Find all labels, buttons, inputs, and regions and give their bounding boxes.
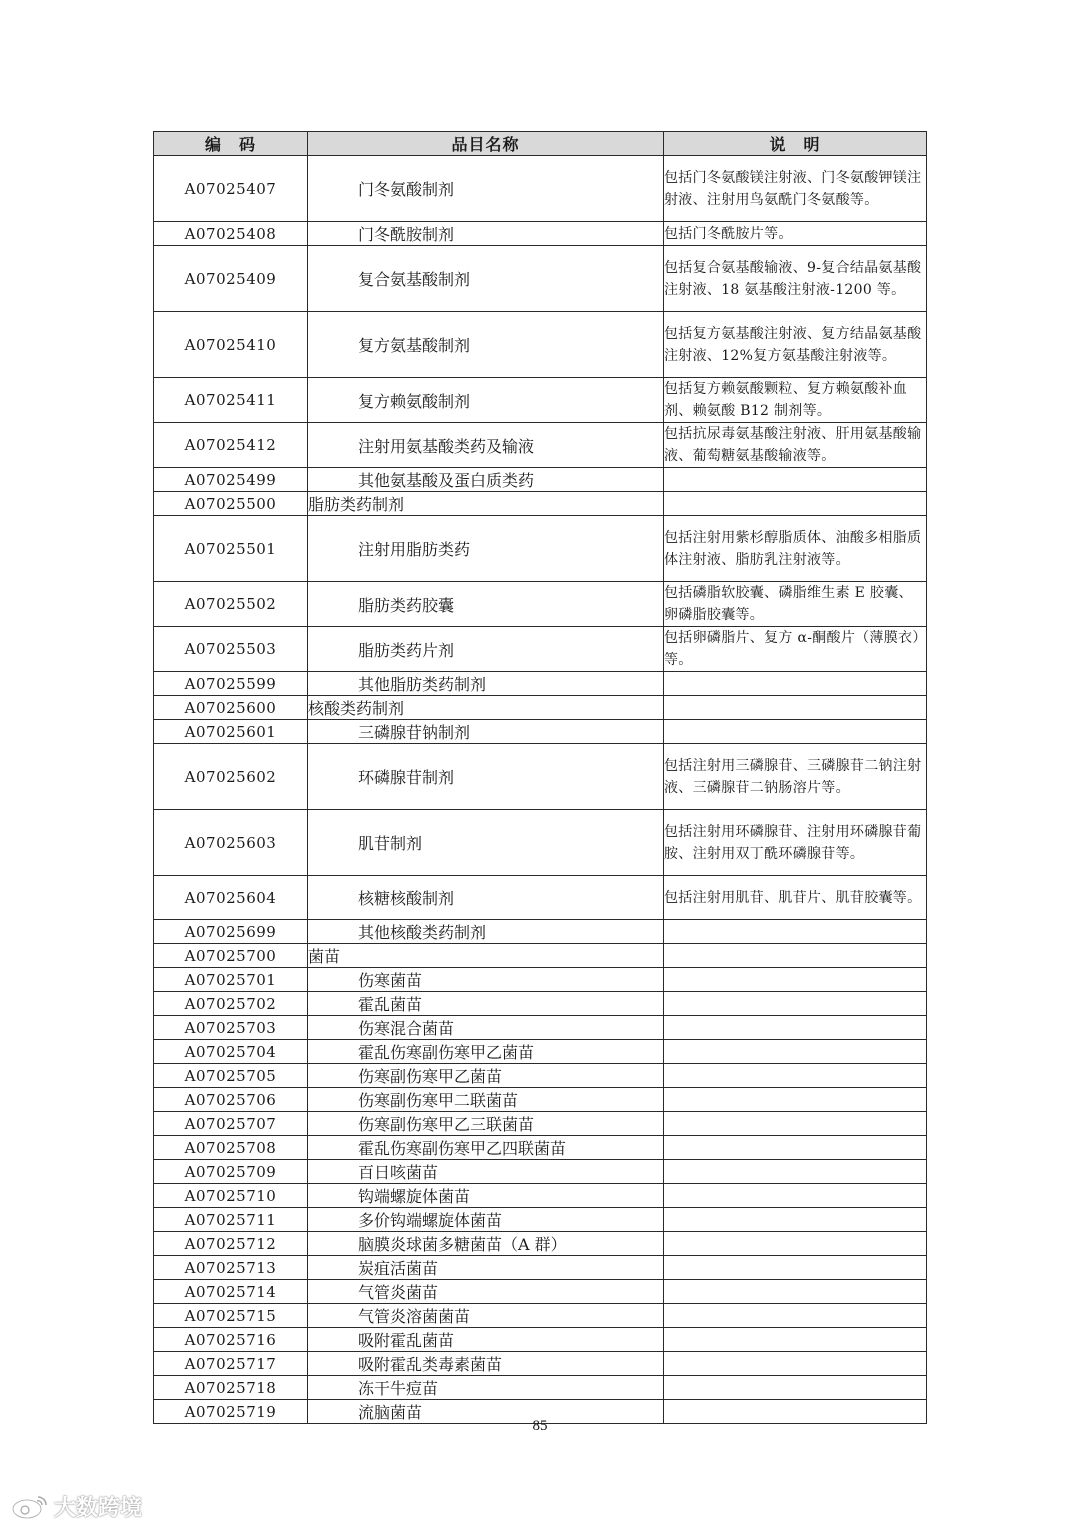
item-description-cell: 包括复合氨基酸输液、9-复合结晶氨基酸注射液、18 氨基酸注射液-1200 等。 [664, 246, 927, 312]
item-code-cell: A07025707 [154, 1112, 308, 1136]
item-name-cell: 复方赖氨酸制剂 [308, 378, 664, 423]
table-header-row [154, 132, 927, 156]
item-name-cell: 其他核酸类药制剂 [308, 920, 664, 944]
item-description-cell: 包括门冬氨酸镁注射液、门冬氨酸钾镁注射液、注射用鸟氨酰门冬氨酸等。 [664, 156, 927, 222]
item-description-cell [664, 920, 927, 944]
item-description-cell [664, 1016, 927, 1040]
item-name-cell: 伤寒菌苗 [308, 968, 664, 992]
item-code-cell: A07025712 [154, 1232, 308, 1256]
table-row [154, 156, 927, 222]
item-code-cell: A07025499 [154, 468, 308, 492]
item-name-cell: 伤寒副伤寒甲乙菌苗 [308, 1064, 664, 1088]
table-row [154, 744, 927, 810]
table-row [154, 246, 927, 312]
item-name-cell: 核糖核酸制剂 [308, 876, 664, 920]
table-row [154, 1136, 927, 1160]
item-description-cell: 包括卵磷脂片、复方 α-酮酸片（薄膜衣）等。 [664, 627, 927, 672]
item-code-cell: A07025410 [154, 312, 308, 378]
item-name-cell: 气管炎溶菌菌苗 [308, 1304, 664, 1328]
item-name-cell: 伤寒副伤寒甲二联菌苗 [308, 1088, 664, 1112]
item-description-cell: 包括复方氨基酸注射液、复方结晶氨基酸注射液、12%复方氨基酸注射液等。 [664, 312, 927, 378]
header-item-name: 品目名称 [308, 132, 664, 156]
item-description-cell [664, 1088, 927, 1112]
item-name-cell: 霍乱伤寒副伤寒甲乙菌苗 [308, 1040, 664, 1064]
table-row [154, 1352, 927, 1376]
table-row [154, 672, 927, 696]
header-code: 编 码 [154, 132, 308, 156]
item-code-cell: A07025713 [154, 1256, 308, 1280]
item-code-cell: A07025599 [154, 672, 308, 696]
table-row [154, 1064, 927, 1088]
item-name-cell: 吸附霍乱类毒素菌苗 [308, 1352, 664, 1376]
item-name-cell: 脂肪类药制剂 [308, 492, 664, 516]
item-name-cell: 流脑菌苗 [308, 1400, 664, 1424]
table-row [154, 1328, 927, 1352]
item-name-cell: 霍乱菌苗 [308, 992, 664, 1016]
catalog-table [153, 131, 927, 1424]
item-description-cell [664, 696, 927, 720]
item-name-cell: 伤寒副伤寒甲乙三联菌苗 [308, 1112, 664, 1136]
item-code-cell: A07025412 [154, 423, 308, 468]
table-row [154, 876, 927, 920]
item-description-cell [664, 1328, 927, 1352]
item-description-cell [664, 992, 927, 1016]
item-name-cell: 脑膜炎球菌多糖菌苗（A 群） [308, 1232, 664, 1256]
item-code-cell: A07025600 [154, 696, 308, 720]
item-description-cell: 包括复方赖氨酸颗粒、复方赖氨酸补血剂、赖氨酸 B12 制剂等。 [664, 378, 927, 423]
item-code-cell: A07025604 [154, 876, 308, 920]
item-name-cell: 炭疽活菌苗 [308, 1256, 664, 1280]
item-code-cell: A07025699 [154, 920, 308, 944]
item-description-cell [664, 1256, 927, 1280]
item-code-cell: A07025408 [154, 222, 308, 246]
item-name-cell: 钩端螺旋体菌苗 [308, 1184, 664, 1208]
watermark [10, 1488, 142, 1524]
item-code-cell: A07025709 [154, 1160, 308, 1184]
item-name-cell: 肌苷制剂 [308, 810, 664, 876]
item-name-cell: 门冬酰胺制剂 [308, 222, 664, 246]
item-description-cell: 包括注射用紫杉醇脂质体、油酸多相脂质体注射液、脂肪乳注射液等。 [664, 516, 927, 582]
item-code-cell: A07025716 [154, 1328, 308, 1352]
item-code-cell: A07025706 [154, 1088, 308, 1112]
item-code-cell: A07025700 [154, 944, 308, 968]
table-row [154, 1184, 927, 1208]
table-row [154, 1160, 927, 1184]
table-row [154, 1376, 927, 1400]
item-description-cell [664, 492, 927, 516]
item-name-cell: 其他氨基酸及蛋白质类药 [308, 468, 664, 492]
item-code-cell: A07025502 [154, 582, 308, 627]
item-name-cell: 注射用脂肪类药 [308, 516, 664, 582]
item-description-cell [664, 1232, 927, 1256]
table-row [154, 312, 927, 378]
item-code-cell: A07025500 [154, 492, 308, 516]
item-description-cell [664, 1280, 927, 1304]
item-description-cell: 包括抗尿毒氨基酸注射液、肝用氨基酸输液、葡萄糖氨基酸输液等。 [664, 423, 927, 468]
item-description-cell [664, 1352, 927, 1376]
table-row [154, 968, 927, 992]
table-row [154, 468, 927, 492]
item-name-cell: 脂肪类药片剂 [308, 627, 664, 672]
table-row [154, 696, 927, 720]
item-code-cell: A07025702 [154, 992, 308, 1016]
table-row [154, 1280, 927, 1304]
weibo-logo-icon [10, 1491, 50, 1521]
item-description-cell [664, 468, 927, 492]
item-description-cell [664, 944, 927, 968]
item-name-cell: 脂肪类药胶囊 [308, 582, 664, 627]
table-row [154, 810, 927, 876]
item-description-cell [664, 1208, 927, 1232]
table-row [154, 1256, 927, 1280]
item-code-cell: A07025602 [154, 744, 308, 810]
item-description-cell: 包括注射用环磷腺苷、注射用环磷腺苷葡胺、注射用双丁酰环磷腺苷等。 [664, 810, 927, 876]
item-description-cell [664, 1376, 927, 1400]
item-description-cell [664, 1064, 927, 1088]
item-name-cell: 复合氨基酸制剂 [308, 246, 664, 312]
table-row [154, 516, 927, 582]
table-row [154, 920, 927, 944]
table-body [154, 156, 927, 1424]
item-code-cell: A07025715 [154, 1304, 308, 1328]
table-row [154, 1016, 927, 1040]
item-description-cell [664, 1160, 927, 1184]
table-row [154, 1040, 927, 1064]
item-code-cell: A07025501 [154, 516, 308, 582]
table-row [154, 1232, 927, 1256]
item-code-cell: A07025503 [154, 627, 308, 672]
item-name-cell: 复方氨基酸制剂 [308, 312, 664, 378]
item-name-cell: 三磷腺苷钠制剂 [308, 720, 664, 744]
item-description-cell: 包括注射用三磷腺苷、三磷腺苷二钠注射液、三磷腺苷二钠肠溶片等。 [664, 744, 927, 810]
item-name-cell: 多价钩端螺旋体菌苗 [308, 1208, 664, 1232]
item-name-cell: 气管炎菌苗 [308, 1280, 664, 1304]
table-row [154, 720, 927, 744]
table-row [154, 627, 927, 672]
item-code-cell: A07025711 [154, 1208, 308, 1232]
item-code-cell: A07025718 [154, 1376, 308, 1400]
item-code-cell: A07025719 [154, 1400, 308, 1424]
table-row [154, 582, 927, 627]
table-row [154, 1208, 927, 1232]
item-description-cell [664, 968, 927, 992]
header-description: 说 明 [664, 132, 927, 156]
table-row [154, 1088, 927, 1112]
item-description-cell [664, 1304, 927, 1328]
item-name-cell: 核酸类药制剂 [308, 696, 664, 720]
item-name-cell: 百日咳菌苗 [308, 1160, 664, 1184]
table-row [154, 423, 927, 468]
item-name-cell: 注射用氨基酸类药及输液 [308, 423, 664, 468]
item-name-cell: 吸附霍乱菌苗 [308, 1328, 664, 1352]
item-code-cell: A07025703 [154, 1016, 308, 1040]
item-description-cell: 包括门冬酰胺片等。 [664, 222, 927, 246]
item-description-cell [664, 1136, 927, 1160]
item-code-cell: A07025601 [154, 720, 308, 744]
page-number: 85 [532, 1418, 548, 1434]
item-code-cell: A07025705 [154, 1064, 308, 1088]
table-row [154, 1304, 927, 1328]
item-name-cell: 菌苗 [308, 944, 664, 968]
table-row [154, 378, 927, 423]
item-code-cell: A07025714 [154, 1280, 308, 1304]
item-name-cell: 冻干牛痘苗 [308, 1376, 664, 1400]
item-name-cell: 伤寒混合菌苗 [308, 1016, 664, 1040]
item-name-cell: 其他脂肪类药制剂 [308, 672, 664, 696]
item-code-cell: A07025701 [154, 968, 308, 992]
item-description-cell [664, 1040, 927, 1064]
item-code-cell: A07025603 [154, 810, 308, 876]
item-code-cell: A07025704 [154, 1040, 308, 1064]
item-code-cell: A07025411 [154, 378, 308, 423]
table-row [154, 944, 927, 968]
table-row [154, 992, 927, 1016]
item-code-cell: A07025407 [154, 156, 308, 222]
item-description-cell [664, 1112, 927, 1136]
table-row [154, 492, 927, 516]
item-code-cell: A07025710 [154, 1184, 308, 1208]
item-description-cell: 包括磷脂软胶囊、磷脂维生素 E 胶囊、卵磷脂胶囊等。 [664, 582, 927, 627]
item-name-cell: 霍乱伤寒副伤寒甲乙四联菌苗 [308, 1136, 664, 1160]
item-code-cell: A07025708 [154, 1136, 308, 1160]
item-name-cell: 环磷腺苷制剂 [308, 744, 664, 810]
item-description-cell [664, 1184, 927, 1208]
table-row [154, 1112, 927, 1136]
item-code-cell: A07025717 [154, 1352, 308, 1376]
item-code-cell: A07025409 [154, 246, 308, 312]
item-description-cell [664, 672, 927, 696]
table-row [154, 222, 927, 246]
watermark-text: 大数跨境 [54, 1495, 143, 1521]
item-description-cell [664, 720, 927, 744]
item-name-cell: 门冬氨酸制剂 [308, 156, 664, 222]
item-description-cell: 包括注射用肌苷、肌苷片、肌苷胶囊等。 [664, 876, 927, 920]
